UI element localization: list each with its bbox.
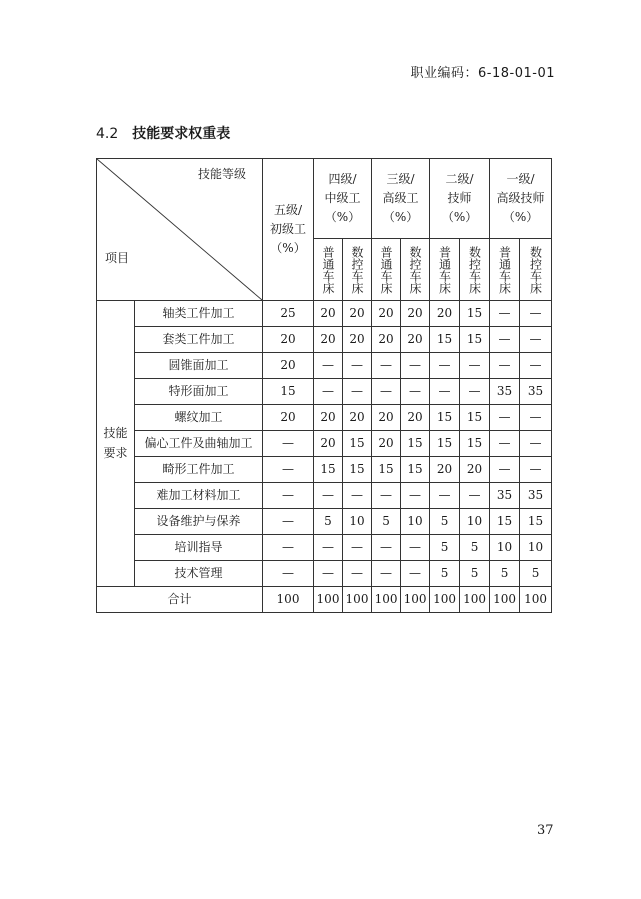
weight-value: 25	[263, 301, 314, 327]
section-heading	[96, 123, 230, 143]
total-value: 100	[430, 587, 460, 613]
weight-value: 10	[460, 509, 490, 535]
total-value: 100	[343, 587, 372, 613]
level-5-name: 五级/	[273, 202, 303, 217]
occupation-code: 职业编码：6-18-01-01	[410, 66, 555, 81]
total-row	[97, 587, 552, 613]
weight-value: 5	[430, 509, 460, 535]
weight-value: 15	[490, 509, 520, 535]
weight-value: —	[343, 561, 372, 587]
weight-value: 35	[490, 379, 520, 405]
header-row-levels	[97, 159, 552, 239]
weight-value: 20	[430, 457, 460, 483]
level-5-title: 初级工	[269, 221, 306, 236]
weight-value: —	[401, 535, 430, 561]
corner-label-level: 技能等级	[197, 167, 246, 181]
item-name: 培训指导	[135, 535, 263, 561]
weight-value: 20	[372, 431, 401, 457]
weight-value: 20	[263, 405, 314, 431]
level-2-title: 技师	[447, 190, 472, 205]
table-row	[97, 327, 552, 353]
weight-value: —	[430, 483, 460, 509]
weight-value: —	[263, 561, 314, 587]
section-number: 4.2	[96, 126, 119, 142]
weight-value: 20	[314, 405, 343, 431]
weight-value: 20	[401, 327, 430, 353]
level-2-name: 二级/	[445, 171, 474, 186]
total-value: 100	[372, 587, 401, 613]
weight-value: 15	[460, 301, 490, 327]
table-row	[97, 379, 552, 405]
weight-value: 20	[314, 327, 343, 353]
weight-value: —	[314, 379, 343, 405]
weight-value: 20	[372, 327, 401, 353]
table-row	[97, 457, 552, 483]
weight-value: —	[490, 301, 520, 327]
weight-value: 15	[520, 509, 552, 535]
total-value: 100	[460, 587, 490, 613]
weight-value: —	[314, 535, 343, 561]
weight-value: —	[460, 483, 490, 509]
weight-value: —	[372, 379, 401, 405]
weight-value: —	[490, 327, 520, 353]
weight-value: —	[430, 353, 460, 379]
item-name: 设备维护与保养	[135, 509, 263, 535]
weight-value: —	[520, 353, 552, 379]
weight-value: —	[314, 561, 343, 587]
weight-value: 15	[460, 327, 490, 353]
weight-value: 20	[263, 353, 314, 379]
weight-value: —	[460, 379, 490, 405]
table-row	[97, 353, 552, 379]
weight-value: 20	[372, 301, 401, 327]
weight-value: 35	[520, 483, 552, 509]
weight-value: —	[372, 353, 401, 379]
table-row	[97, 405, 552, 431]
weight-value: 10	[343, 509, 372, 535]
weight-value: —	[401, 353, 430, 379]
table-row	[97, 431, 552, 457]
weight-value: 20	[401, 301, 430, 327]
machine-type-common: 普通车床	[314, 239, 343, 301]
weight-value: —	[263, 535, 314, 561]
weight-value: 20	[314, 301, 343, 327]
category-label: 技能	[103, 426, 128, 441]
weight-value: 5	[490, 561, 520, 587]
table-row	[97, 483, 552, 509]
level-2-header	[430, 159, 490, 239]
weight-value: —	[401, 379, 430, 405]
level-1-name: 一级/	[506, 171, 535, 186]
weight-value: 35	[490, 483, 520, 509]
weight-value: —	[263, 457, 314, 483]
weight-value: —	[520, 301, 552, 327]
weight-value: 15	[401, 457, 430, 483]
table-body	[97, 301, 552, 587]
item-name: 难加工材料加工	[135, 483, 263, 509]
weight-value: —	[343, 353, 372, 379]
weight-value: 5	[372, 509, 401, 535]
weight-value: 10	[520, 535, 552, 561]
level-1-unit: （%）	[502, 210, 539, 225]
weight-value: 15	[401, 431, 430, 457]
weight-value: —	[401, 561, 430, 587]
item-name: 技术管理	[135, 561, 263, 587]
item-name: 偏心工件及曲轴加工	[135, 431, 263, 457]
level-2-unit: （%）	[441, 210, 478, 225]
table-row	[97, 561, 552, 587]
machine-type-cnc: 数控车床	[460, 239, 490, 301]
weight-value: —	[401, 483, 430, 509]
weight-value: 15	[460, 431, 490, 457]
machine-type-common: 普通车床	[490, 239, 520, 301]
weight-value: —	[372, 483, 401, 509]
weight-value: —	[520, 327, 552, 353]
weight-value: 5	[520, 561, 552, 587]
weight-value: 20	[430, 301, 460, 327]
page-number: 37	[537, 823, 554, 838]
weight-value: —	[490, 353, 520, 379]
corner-label-item: 项目	[105, 251, 130, 265]
weight-value: 15	[460, 405, 490, 431]
weight-value: 15	[430, 327, 460, 353]
weight-value: 10	[401, 509, 430, 535]
weight-value: —	[490, 457, 520, 483]
level-5-header	[263, 159, 314, 301]
item-name: 圆锥面加工	[135, 353, 263, 379]
weight-value: 20	[343, 405, 372, 431]
machine-type-common: 普通车床	[430, 239, 460, 301]
machine-type-common: 普通车床	[372, 239, 401, 301]
weight-value: —	[263, 509, 314, 535]
weight-value: —	[263, 431, 314, 457]
total-label: 合计	[97, 587, 263, 613]
corner-cell	[97, 159, 263, 301]
item-name: 轴类工件加工	[135, 301, 263, 327]
weight-value: 15	[343, 431, 372, 457]
level-1-title: 高级技师	[496, 190, 545, 205]
weight-value: —	[460, 353, 490, 379]
weight-value: 15	[430, 405, 460, 431]
weight-value: 5	[460, 561, 490, 587]
total-value: 100	[520, 587, 552, 613]
weight-value: 20	[343, 327, 372, 353]
weight-value: 5	[314, 509, 343, 535]
level-4-unit: （%）	[324, 210, 361, 225]
weight-value: —	[343, 535, 372, 561]
item-name: 螺纹加工	[135, 405, 263, 431]
weight-value: 5	[460, 535, 490, 561]
weight-value: —	[372, 561, 401, 587]
weight-value: —	[490, 431, 520, 457]
category-cell	[97, 301, 135, 587]
level-4-header	[314, 159, 372, 239]
weight-value: 10	[490, 535, 520, 561]
table-row	[97, 509, 552, 535]
weight-value: 35	[520, 379, 552, 405]
total-value: 100	[314, 587, 343, 613]
table-row	[97, 301, 552, 327]
total-value: 100	[490, 587, 520, 613]
weight-value: —	[430, 379, 460, 405]
level-5-unit: （%）	[270, 241, 306, 256]
weight-value: 20	[372, 405, 401, 431]
weight-value: 15	[263, 379, 314, 405]
weight-value: —	[520, 457, 552, 483]
total-value: 100	[401, 587, 430, 613]
weight-value: 20	[460, 457, 490, 483]
weight-value: —	[314, 483, 343, 509]
level-3-title: 高级工	[382, 190, 419, 205]
level-3-header	[372, 159, 430, 239]
item-name: 畸形工件加工	[135, 457, 263, 483]
weight-value: —	[520, 431, 552, 457]
level-3-unit: （%）	[382, 210, 419, 225]
level-4-title: 中级工	[324, 190, 361, 205]
weight-value: —	[372, 535, 401, 561]
table-row	[97, 535, 552, 561]
weight-value: 5	[430, 561, 460, 587]
weight-value: —	[343, 483, 372, 509]
weight-value: —	[490, 405, 520, 431]
weight-value: 20	[343, 301, 372, 327]
level-1-header	[490, 159, 552, 239]
weight-value: 20	[263, 327, 314, 353]
machine-type-cnc: 数控车床	[520, 239, 552, 301]
weight-value: 20	[314, 431, 343, 457]
skill-weight-table	[96, 158, 552, 613]
weight-value: 20	[401, 405, 430, 431]
weight-value: —	[263, 483, 314, 509]
level-3-name: 三级/	[386, 171, 415, 186]
item-name: 套类工件加工	[135, 327, 263, 353]
machine-type-cnc: 数控车床	[343, 239, 372, 301]
weight-value: 15	[430, 431, 460, 457]
weight-value: 15	[314, 457, 343, 483]
total-value: 100	[263, 587, 314, 613]
item-name: 特形面加工	[135, 379, 263, 405]
weight-value: —	[520, 405, 552, 431]
weight-value: —	[343, 379, 372, 405]
weight-value: 15	[372, 457, 401, 483]
machine-type-cnc: 数控车床	[401, 239, 430, 301]
weight-value: —	[314, 353, 343, 379]
category-label: 要求	[103, 445, 128, 460]
level-4-name: 四级/	[328, 171, 357, 186]
weight-value: 5	[430, 535, 460, 561]
section-title: 技能要求权重表	[132, 126, 231, 142]
weight-value: 15	[343, 457, 372, 483]
